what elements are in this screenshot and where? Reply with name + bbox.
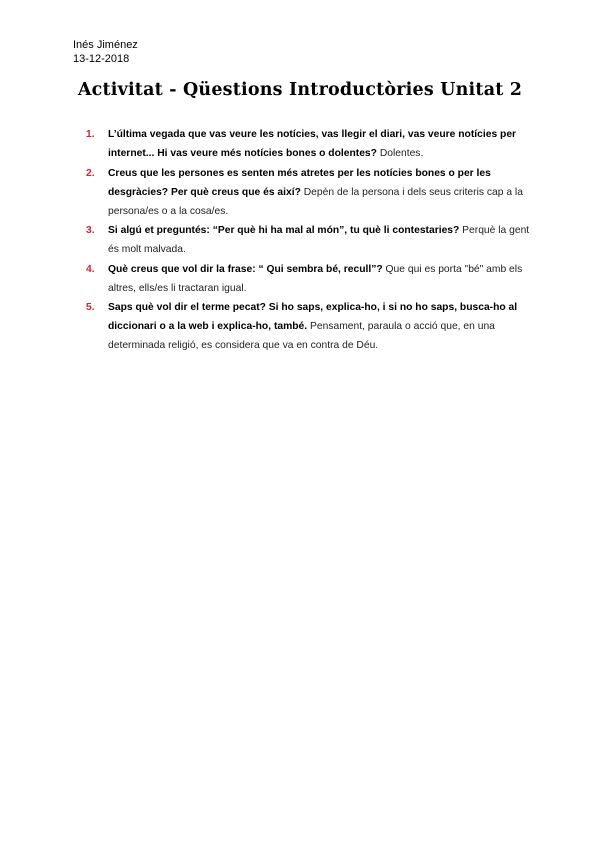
page-title: Activitat - Qüestions Introductòries Unitat 2 [77, 80, 523, 100]
document-header [73, 38, 138, 66]
author-name: Inés Jiménez [73, 39, 138, 51]
question-item-3 [86, 221, 530, 259]
answer-text: Dolentes. [379, 148, 424, 159]
question-number: 3. [86, 225, 95, 236]
question-text: Creus que les persones es senten més atretes per les notícies bones o per les desgràcies? Per què creus que és així? [108, 167, 491, 198]
question-item-5 [86, 298, 530, 355]
question-number: 1. [86, 129, 95, 140]
question-item-4 [86, 260, 530, 298]
question-list [86, 125, 530, 356]
question-item-1 [86, 125, 530, 163]
question-number: 4. [86, 263, 95, 275]
question-text: Què creus que vol dir la frase: “ Qui sembra bé, recull”? [108, 263, 386, 275]
answer-text: Perquè la gent és molt malvada. [108, 225, 530, 255]
document-date: 13-12-2018 [73, 53, 130, 65]
answer-text: Depèn de la persona i dels seus criteris cap a la persona/es o a la cosa/es. [108, 186, 523, 217]
question-text: Si algú et preguntés: “Per què hi ha mal al món”, tu què li contestaries? [108, 225, 463, 236]
question-number: 5. [86, 302, 95, 313]
question-number: 2. [86, 167, 95, 179]
question-item-2 [86, 164, 530, 221]
question-text: L’última vegada que vas veure les notícies, vas llegir el diari, vas veure notícies per internet... Hi vas veure més notícies bones o dolentes? [108, 129, 517, 159]
answer-text: Que qui es porta "bé" amb els altres, ells/es li tractaran igual. [108, 263, 523, 294]
answer-text: Pensament, paraula o acció que, en una determinada religió, es considera que va en contra de Déu. [108, 321, 495, 351]
question-text: Saps què vol dir el terme pecat? Si ho saps, explica-ho, i si no ho saps, busca-ho al diccionari o a la web i explica-ho, també. [108, 302, 518, 332]
